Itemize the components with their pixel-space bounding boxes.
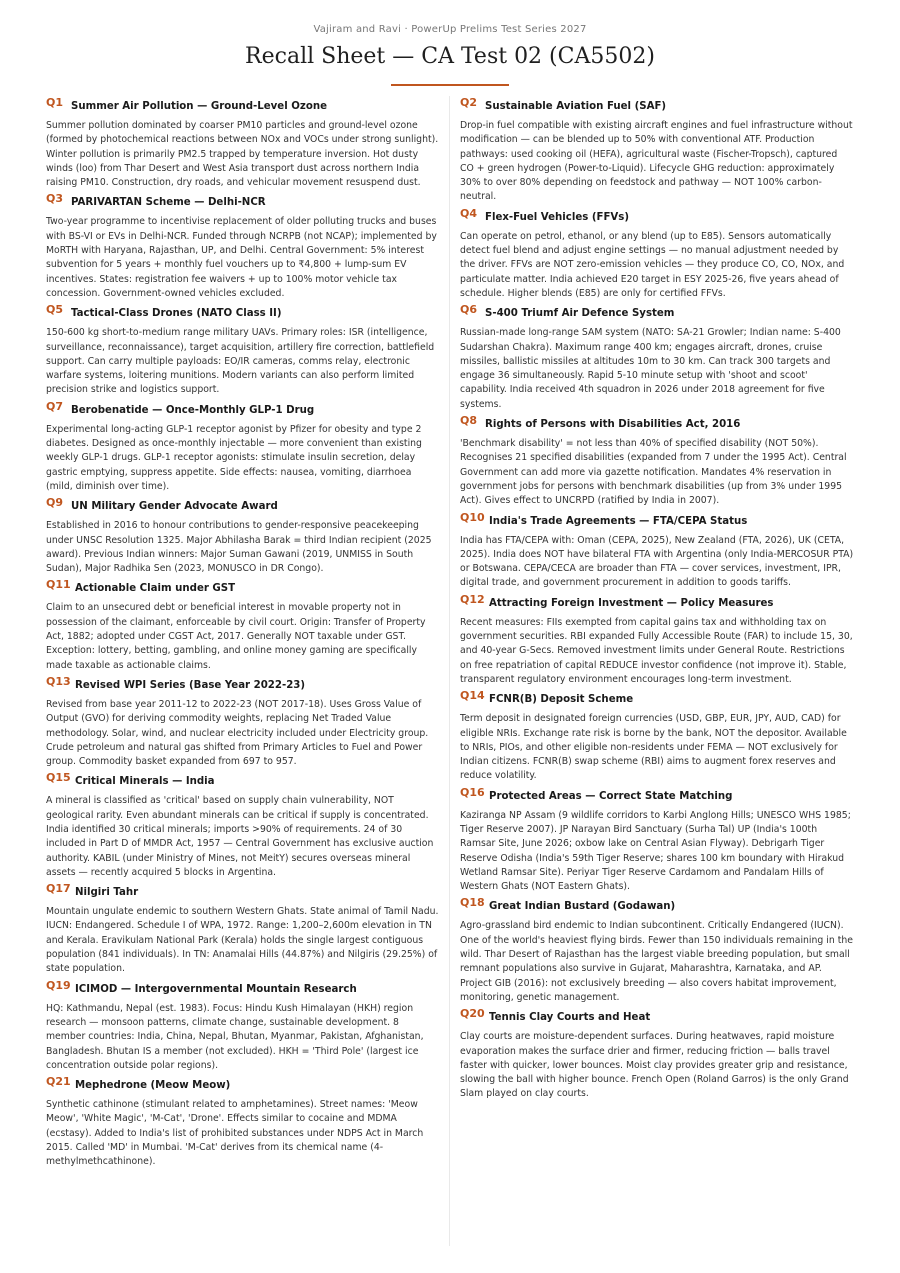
question-body: 150-600 kg short-to-medium range military UAVs. Primary roles: ISR (intelligence, surveillance, reconnaissance), target acquisition, artillery fire correction, battlefield support. Can carry multiple payloads: EO/IR cameras, comms relay, electronic warfare systems, loitering munitions. Modern variants can also perform limited precision strike and logistics support. <box>46 327 435 396</box>
question-body: Revised from base year 2011-12 to 2022-23 (NOT 2017-18). Uses Gross Value of Output (GVO) for deriving commodity weights, replacing Net Traded Value methodology. Solar, wind, and nuclear electricity included under Electricity group. Crude petroleum and natural gas shifted from Primary Articles to Fuel and Power group. Commodity basket expanded from 697 to 957. <box>46 698 429 768</box>
question-title: Sustainable Aviation Fuel (SAF) <box>485 101 667 112</box>
question-body: Drop-in fuel compatible with existing aircraft engines and fuel infrastructure without modification — can be blended up to 50% with conventional ATF. Production pathways: used cooking oil (HEFA), agricultural waste (Fischer-Tropsch), captured CO + green hydrogen (Power-to-Liquid). Lifecycle GHG reduction: approximately 30% to over 80% depending on feedstock and pathway — NOT 100% carbon-neutral. <box>460 120 853 203</box>
question-block <box>46 979 440 1073</box>
question-title: Attracting Foreign Investment — Policy Measures <box>489 597 774 609</box>
question-title: Great Indian Bustard (Godawan) <box>489 901 676 913</box>
question-header <box>460 303 854 323</box>
question-block <box>46 882 440 976</box>
question-title: UN Military Gender Advocate Award <box>71 501 278 513</box>
question-block <box>46 303 440 397</box>
title-underline <box>391 84 509 86</box>
question-number: Q11 <box>46 578 71 592</box>
question-block <box>460 786 854 895</box>
question-header <box>46 1075 440 1095</box>
question-body: Can operate on petrol, ethanol, or any blend (up to E85). Sensors automatically detect fuel blend and adjust engine settings — no manual adjustment needed by the driver. FFVs are NOT zero-emission vehicles — they produce CO, CO, NOx, and particulate matter. India achieved E20 target in ESY 2025-26, five years ahead of schedule. Higher blends (E85) are only for certified FFVs. <box>460 230 845 299</box>
question-block <box>460 303 854 412</box>
question-number: Q17 <box>46 882 71 896</box>
question-number: Q18 <box>460 896 485 910</box>
question-block <box>460 511 854 591</box>
page-title: Recall Sheet — CA Test 02 (CA5502) <box>245 44 655 69</box>
question-block <box>460 689 854 783</box>
question-title: FCNR(B) Deposit Scheme <box>489 694 634 706</box>
question-block <box>46 578 440 672</box>
question-number: Q13 <box>46 674 71 688</box>
question-body: Established in 2016 to honour contributions to gender-responsive peacekeeping under UNSC Resolution 1325. Major Abhilasha Barak = third Indian recipient (2025 award). Previous Indian winners: Major Suman Gawani (2019, UNMISS in South Sudan), Major Radhika Sen (2023, MONUSCO in DR Congo). <box>46 520 432 575</box>
question-number: Q10 <box>460 510 485 524</box>
question-number: Q14 <box>460 689 485 703</box>
question-number: Q20 <box>460 1007 485 1021</box>
question-body: India has FTA/CEPA with: Oman (CEPA, 2025), New Zealand (FTA, 2026), UK (CETA, 2025). India does NOT have bilateral FTA with Argentina (only India-MERCOSUR PTA) or Botswana. CEPA/CECA are broader than FTA — cover services, investment, IPR, digital trade, and government procurement in addition to goods tariffs. <box>460 534 854 589</box>
question-number: Q8 <box>460 414 478 428</box>
question-body: Summer pollution dominated by coarser PM10 particles and ground-level ozone (formed by photochemical reactions between NOx and VOCs under strong sunlight). Winter pollution is primarily PM2.5 trapped by temperature inversion. Hot dusty winds (loo) from Thar Desert and West Asia transport dust across northern India raising PM10. Construction, dry roads, and vehicular movement resuspend dust. <box>46 120 439 189</box>
question-block <box>460 414 854 508</box>
question-header <box>460 896 854 916</box>
question-title: Revised WPI Series (Base Year 2022-23) <box>75 679 306 691</box>
question-number: Q3 <box>46 192 64 206</box>
question-body: Two-year programme to incentivise replacement of older polluting trucks and buses with BS-VI or EVs in Delhi-NCR. Funded through NCRPB (not NCAP); implemented by MoRTH with Haryana, Rajasthan, UP, and Delhi. Central Government: 5% interest subvention for 5 years + monthly fuel vouchers up to ₹4,800 + lump-sum EV incentives. States: registration fee waivers + up to 100% motor vehicle tax concession. Government-owned vehicles excluded. <box>46 216 437 299</box>
question-title: Protected Areas — Correct State Matching <box>489 790 733 802</box>
question-body: Agro-grassland bird endemic to Indian subcontinent. Critically Endangered (IUCN). One of the world's heaviest flying birds. Fewer than 150 individuals remaining in the wild. Thar Desert of Rajasthan has the largest viable breeding population, but small remnant populations also survive in Gujarat, Maharashtra, Karnataka, and AP. Project GIB (2016): not exclusively breeding — also covers habitat improvement, monitoring, genetic management. <box>460 920 853 1003</box>
question-title: Actionable Claim under GST <box>75 583 236 595</box>
question-block <box>46 96 440 190</box>
question-header <box>460 689 854 709</box>
question-header <box>460 207 854 227</box>
question-block <box>46 1075 440 1169</box>
question-body: Clay courts are moisture-dependent surfaces. During heatwaves, rapid moisture evaporation makes the surface drier and firmer, reducing friction — balls travel faster with quicker, lower bounces. Moist clay provides greater grip and resistance, slowing the ball with higher bounce. French Open (Roland Garros) is the only Grand Slam played on clay courts. <box>460 1031 849 1100</box>
question-title: Critical Minerals — India <box>75 776 215 788</box>
question-title: PARIVARTAN Scheme — Delhi-NCR <box>71 197 266 209</box>
question-header <box>46 400 440 420</box>
question-number: Q21 <box>46 1075 71 1089</box>
question-title: Tennis Clay Courts and Heat <box>489 1012 651 1024</box>
question-number: Q5 <box>46 303 64 317</box>
question-block <box>46 400 440 494</box>
question-number: Q1 <box>46 96 64 109</box>
question-header <box>460 414 854 434</box>
question-body: Recent measures: FIIs exempted from capital gains tax and withholding tax on government securities. RBI expanded Fully Accessible Route (FAR) to include 15, 30, and 40-year G-Secs. Removed investment limits under General Route. Restrictions on free repatriation of capital REDUCE investor confidence (not improve it). Stable, transparent regulatory environment encourages long-term investment. <box>460 616 853 685</box>
question-title: Flex-Fuel Vehicles (FFVs) <box>485 211 630 223</box>
question-block <box>46 192 440 301</box>
question-header <box>46 303 440 323</box>
question-block <box>46 675 440 769</box>
question-header <box>460 593 854 613</box>
question-number: Q9 <box>46 496 64 510</box>
question-header <box>460 1007 854 1027</box>
question-body: HQ: Kathmandu, Nepal (est. 1983). Focus: Hindu Kush Himalayan (HKH) region research — monsoon patterns, climate change, sustainable development. 8 member countries: India, China, Nepal, Bhutan, Myanmar, Pakistan, Afghanistan, Bangladesh. Bhutan IS a member (not excluded). HKH = 'Third Pole' (largest ice concentration outside polar regions). <box>46 1002 424 1071</box>
question-body: 'Benchmark disability' = not less than 40% of specified disability (NOT 50%). Recognises 21 specified disabilities (expanded from 7 under the 1995 Act). Central Government can add more via gazette notification. Mandates 4% reservation in government jobs for persons with benchmark disabilities (up from 3% under 1995 Act). Gives effect to UNCRPD (ratified by India in 2007). <box>460 438 847 507</box>
question-header <box>46 192 440 212</box>
question-title: India's Trade Agreements — FTA/CEPA Status <box>489 515 748 527</box>
question-number: Q12 <box>460 592 485 606</box>
question-title: Rights of Persons with Disabilities Act, 2016 <box>485 419 741 431</box>
question-block <box>460 896 854 1005</box>
question-header <box>460 96 854 116</box>
question-number: Q19 <box>46 978 71 992</box>
page-subtitle: Vajiram and Ravi · PowerUp Prelims Test Series 2027 <box>313 24 587 35</box>
question-header <box>460 786 854 806</box>
question-title: Summer Air Pollution — Ground-Level Ozone <box>71 101 327 112</box>
question-title: Berobenatide — Once-Monthly GLP-1 Drug <box>71 404 315 416</box>
question-title: S-400 Triumf Air Defence System <box>485 308 675 320</box>
question-header <box>46 96 440 116</box>
column-divider <box>449 96 450 1246</box>
question-header <box>46 771 440 791</box>
right-column <box>460 96 854 1104</box>
question-header <box>460 511 854 531</box>
question-block <box>460 593 854 687</box>
question-body: Experimental long-acting GLP-1 receptor agonist by Pfizer for obesity and type 2 diabetes. Designed as once-monthly injectable — more convenient than existing weekly GLP-1 drugs. GLP-1 receptor agonists: stimulate insulin secretion, delay gastric emptying, suppress appetite. Side effects: nausea, vomiting, diarrhoea (mild, diminish over time). <box>46 423 422 492</box>
question-block <box>46 496 440 576</box>
question-header <box>46 882 440 902</box>
question-number: Q15 <box>46 771 71 785</box>
question-body: Kaziranga NP Assam (9 wildlife corridors to Karbi Anglong Hills; UNESCO WHS 1985; Tiger Reserve 2007). JP Narayan Bird Sanctuary (Surha Tal) UP (India's 100th Ramsar Site, June 2026; oxbow lake on Central Asian Flyway). Debrigarh Tiger Reserve Odisha (India's 59th Tiger Reserve; shares 100 km boundary with Hirakud Wetland Ramsar Site). Periyar Tiger Reserve Cardamom and Pandalam Hills of Western Ghats (NOT Eastern Ghats). <box>460 809 851 893</box>
question-body: Mountain ungulate endemic to southern Western Ghats. State animal of Tamil Nadu. IUCN: Endangered. Schedule I of WPA, 1972. Range: 1,200–2,600m elevation in TN and Kerala. Eravikulam National Park (Kerala) holds the single largest contiguous population (841 individuals). In TN: Anamalai Hills (44.87%) and Nilgiris (29.25%) of state population. <box>46 906 439 975</box>
question-body: Synthetic cathinone (stimulant related to amphetamines). Street names: 'Meow Meow', 'White Magic', 'M-Cat', 'Drone'. Effects similar to cocaine and MDMA (ecstasy). Added to India's list of prohibited substances under NDPS Act in March 2015. Called 'MD' in Mumbai. 'M-Cat' derives from its chemical name (4-methylmethcathinone). <box>46 1099 424 1168</box>
question-number: Q7 <box>46 399 64 413</box>
question-title: Tactical-Class Drones (NATO Class II) <box>71 308 282 320</box>
question-body: Russian-made long-range SAM system (NATO: SA-21 Growler; Indian name: S-400 Sudarshan Chakra). Maximum range 400 km; engages aircraft, drones, cruise missiles, ballistic missiles at altitudes 10m to 30 km. Can track 300 targets and engage 36 simultaneously. Rapid 5-10 minute setup with 'shoot and scoot' capability. India received 4th squadron in 2026 under 2018 agreement for five systems. <box>460 327 841 410</box>
question-number: Q4 <box>460 206 478 220</box>
question-block <box>46 771 440 880</box>
question-header <box>46 979 440 999</box>
question-header <box>46 578 440 598</box>
question-body: Term deposit in designated foreign currencies (USD, GBP, EUR, JPY, AUD, CAD) for eligible NRIs. Exchange rate risk is borne by the bank, NOT the depositor. Available to NRIs, PIOs, and other eligible non-residents under FEMA — NOT exclusively for Indian citizens. FCNR(B) swap scheme (RBI) aims to augment forex reserves and reduce volatility. <box>460 713 847 782</box>
question-number: Q16 <box>460 785 485 799</box>
question-header <box>46 675 440 695</box>
question-block <box>460 96 854 205</box>
question-body: Claim to an unsecured debt or beneficial interest in movable property not in possession of the claimant, enforceable by civil court. Origin: Transfer of Property Act, 1882; adopted under CGST Act, 2017. Generally NOT taxable under GST. Exception: lottery, betting, gambling, and online money gaming are specifically made taxable as actionable claims. <box>46 602 426 671</box>
left-column <box>46 96 440 1172</box>
question-title: Mephedrone (Meow Meow) <box>75 1080 231 1092</box>
question-block <box>460 1007 854 1101</box>
question-block <box>460 207 854 301</box>
question-title: ICIMOD — Intergovernmental Mountain Research <box>75 983 357 995</box>
question-title: Nilgiri Tahr <box>75 887 139 899</box>
question-body: A mineral is classified as 'critical' based on supply chain vulnerability, NOT geological rarity. Even abundant minerals can be critical if supply is concentrated. India identified 30 critical minerals; imports >90% of requirements. 24 of 30 included in Part D of MMDR Act, 1957 — Central Government has exclusive auction authority. KABIL (under Ministry of Mines, not MeitY) secures overseas mineral assets — recently acquired 5 blocks in Argentina. <box>46 795 434 878</box>
question-number: Q2 <box>460 96 478 109</box>
question-number: Q6 <box>460 303 478 317</box>
question-header <box>46 496 440 516</box>
